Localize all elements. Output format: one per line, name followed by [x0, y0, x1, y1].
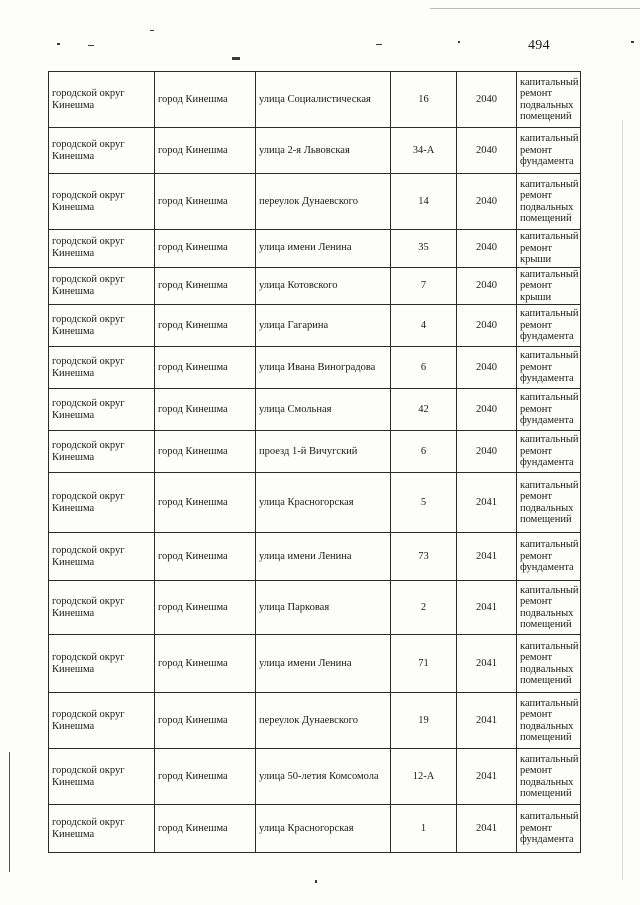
settlement-cell: город Кинешма: [155, 128, 256, 174]
table-row: [49, 72, 581, 128]
year-cell: 2040: [457, 347, 517, 389]
municipality-cell: городской округ Кинешма: [49, 693, 155, 749]
municipality-cell: городской округ Кинешма: [49, 267, 155, 305]
street-cell: переулок Дунаевского: [256, 693, 391, 749]
house-number-cell: 14: [391, 174, 457, 230]
table-row: [49, 389, 581, 431]
municipality-cell: городской округ Кинешма: [49, 473, 155, 533]
house-number-cell: 5: [391, 473, 457, 533]
year-cell: 2041: [457, 805, 517, 853]
municipality-cell: городской округ Кинешма: [49, 174, 155, 230]
table-row: [49, 805, 581, 853]
work-type-cell: капитальный ремонт подвальных помещений: [517, 693, 581, 749]
settlement-cell: город Кинешма: [155, 305, 256, 347]
year-cell: 2041: [457, 749, 517, 805]
table-row: [49, 581, 581, 635]
municipality-cell: городской округ Кинешма: [49, 389, 155, 431]
house-number-cell: 6: [391, 431, 457, 473]
year-cell: 2040: [457, 389, 517, 431]
settlement-cell: город Кинешма: [155, 347, 256, 389]
settlement-cell: город Кинешма: [155, 533, 256, 581]
table-row: [49, 267, 581, 305]
street-cell: улица Смольная: [256, 389, 391, 431]
municipality-cell: городской округ Кинешма: [49, 533, 155, 581]
settlement-cell: город Кинешма: [155, 473, 256, 533]
municipality-cell: городской округ Кинешма: [49, 347, 155, 389]
municipality-cell: городской округ Кинешма: [49, 581, 155, 635]
work-type-cell: капитальный ремонт подвальных помещений: [517, 473, 581, 533]
house-number-cell: 2: [391, 581, 457, 635]
table-row: [49, 128, 581, 174]
scan-edge-line: [9, 752, 10, 872]
year-cell: 2041: [457, 581, 517, 635]
house-number-cell: 16: [391, 72, 457, 128]
work-type-cell: капитальный ремонт фундамента: [517, 305, 581, 347]
scan-dot: [150, 30, 154, 31]
settlement-cell: город Кинешма: [155, 805, 256, 853]
house-number-cell: 1: [391, 805, 457, 853]
table-row: [49, 749, 581, 805]
street-cell: улица имени Ленина: [256, 533, 391, 581]
settlement-cell: город Кинешма: [155, 72, 256, 128]
work-type-cell: капитальный ремонт подвальных помещений: [517, 581, 581, 635]
settlement-cell: город Кинешма: [155, 230, 256, 268]
work-type-cell: капитальный ремонт подвальных помещений: [517, 635, 581, 693]
year-cell: 2040: [457, 72, 517, 128]
house-number-cell: 73: [391, 533, 457, 581]
year-cell: 2041: [457, 635, 517, 693]
year-cell: 2041: [457, 693, 517, 749]
house-number-cell: 7: [391, 267, 457, 305]
street-cell: улица Ивана Виноградова: [256, 347, 391, 389]
house-number-cell: 71: [391, 635, 457, 693]
table-row: [49, 693, 581, 749]
table-row: [49, 473, 581, 533]
scan-dot: [376, 44, 382, 45]
scan-dot: [232, 57, 240, 60]
scan-edge-line: [430, 8, 640, 9]
street-cell: улица Социалистическая: [256, 72, 391, 128]
street-cell: улица 2-я Львовская: [256, 128, 391, 174]
street-cell: улица Котовского: [256, 267, 391, 305]
year-cell: 2040: [457, 267, 517, 305]
table-row: [49, 305, 581, 347]
year-cell: 2040: [457, 431, 517, 473]
settlement-cell: город Кинешма: [155, 267, 256, 305]
year-cell: 2040: [457, 174, 517, 230]
work-type-cell: капитальный ремонт фундамента: [517, 431, 581, 473]
scan-edge-line: [622, 120, 623, 880]
settlement-cell: город Кинешма: [155, 431, 256, 473]
table-row: [49, 431, 581, 473]
work-type-cell: капитальный ремонт фундамента: [517, 128, 581, 174]
street-cell: улица Гагарина: [256, 305, 391, 347]
scan-dot: [631, 41, 634, 43]
work-type-cell: капитальный ремонт фундамента: [517, 347, 581, 389]
street-cell: улица Красногорская: [256, 805, 391, 853]
municipality-cell: городской округ Кинешма: [49, 230, 155, 268]
year-cell: 2040: [457, 230, 517, 268]
work-type-cell: капитальный ремонт подвальных помещений: [517, 72, 581, 128]
work-type-cell: капитальный ремонт фундамента: [517, 533, 581, 581]
scan-dot: [88, 45, 94, 46]
year-cell: 2040: [457, 128, 517, 174]
scan-dot: [57, 43, 60, 45]
house-number-cell: 12-А: [391, 749, 457, 805]
municipality-cell: городской округ Кинешма: [49, 72, 155, 128]
settlement-cell: город Кинешма: [155, 693, 256, 749]
house-number-cell: 4: [391, 305, 457, 347]
settlement-cell: город Кинешма: [155, 174, 256, 230]
scan-dot: [315, 880, 317, 883]
house-number-cell: 34-А: [391, 128, 457, 174]
municipality-cell: городской округ Кинешма: [49, 805, 155, 853]
table-row: [49, 230, 581, 268]
table-row: [49, 347, 581, 389]
work-type-cell: капитальный ремонт крыши: [517, 267, 581, 305]
house-number-cell: 6: [391, 347, 457, 389]
repair-schedule-table: [48, 71, 581, 853]
house-number-cell: 35: [391, 230, 457, 268]
page-number: 494: [528, 38, 550, 53]
house-number-cell: 19: [391, 693, 457, 749]
municipality-cell: городской округ Кинешма: [49, 305, 155, 347]
table-row: [49, 174, 581, 230]
municipality-cell: городской округ Кинешма: [49, 635, 155, 693]
street-cell: улица Парковая: [256, 581, 391, 635]
settlement-cell: город Кинешма: [155, 389, 256, 431]
year-cell: 2041: [457, 533, 517, 581]
settlement-cell: город Кинешма: [155, 635, 256, 693]
municipality-cell: городской округ Кинешма: [49, 128, 155, 174]
municipality-cell: городской округ Кинешма: [49, 749, 155, 805]
street-cell: улица 50-летия Комсомола: [256, 749, 391, 805]
scan-dot: [458, 41, 460, 43]
house-number-cell: 42: [391, 389, 457, 431]
street-cell: проезд 1-й Вичугский: [256, 431, 391, 473]
street-cell: переулок Дунаевского: [256, 174, 391, 230]
table-row: [49, 533, 581, 581]
work-type-cell: капитальный ремонт подвальных помещений: [517, 174, 581, 230]
work-type-cell: капитальный ремонт подвальных помещений: [517, 749, 581, 805]
street-cell: улица Красногорская: [256, 473, 391, 533]
work-type-cell: капитальный ремонт крыши: [517, 230, 581, 268]
work-type-cell: капитальный ремонт фундамента: [517, 805, 581, 853]
settlement-cell: город Кинешма: [155, 581, 256, 635]
table-row: [49, 635, 581, 693]
year-cell: 2040: [457, 305, 517, 347]
street-cell: улица имени Ленина: [256, 230, 391, 268]
year-cell: 2041: [457, 473, 517, 533]
street-cell: улица имени Ленина: [256, 635, 391, 693]
work-type-cell: капитальный ремонт фундамента: [517, 389, 581, 431]
municipality-cell: городской округ Кинешма: [49, 431, 155, 473]
settlement-cell: город Кинешма: [155, 749, 256, 805]
